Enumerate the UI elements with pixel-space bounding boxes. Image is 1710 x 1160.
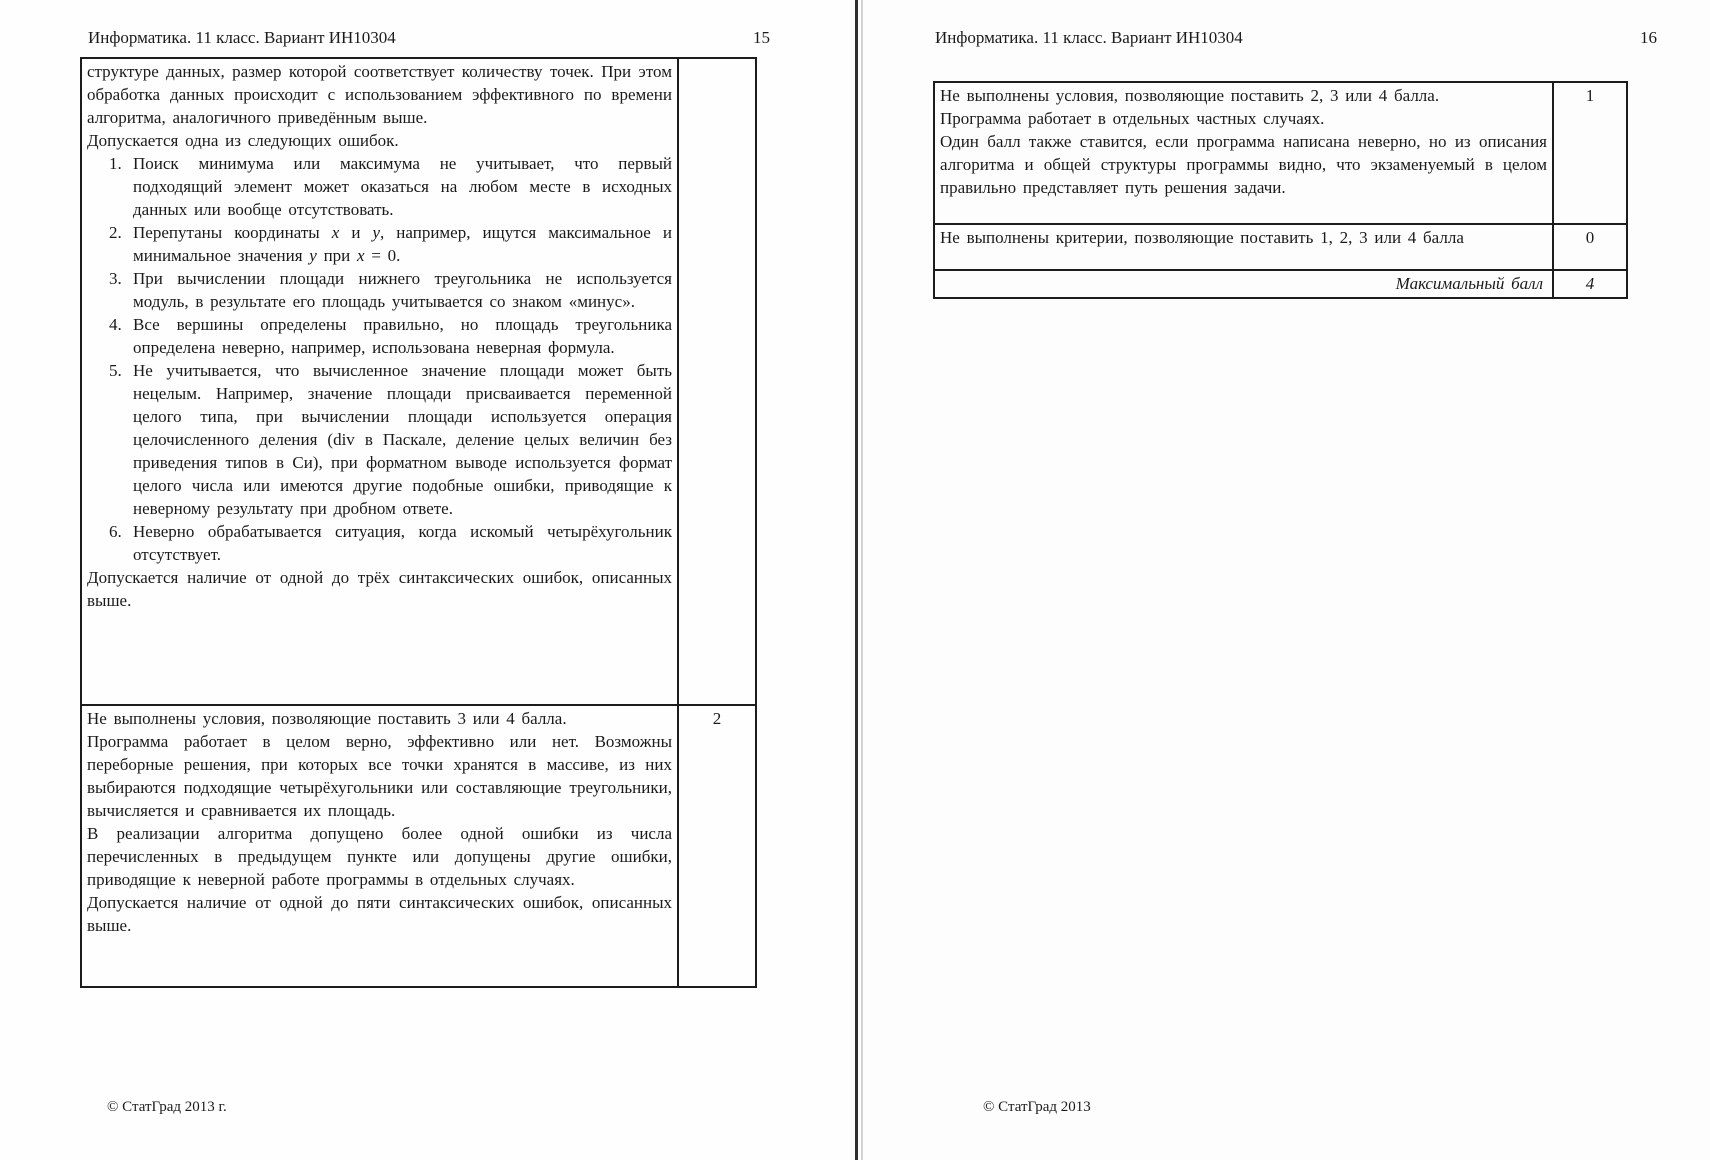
table-row [82, 706, 755, 986]
paragraph [940, 226, 1547, 249]
header-title: Информатика. 11 класс. Вариант ИН10304 [88, 28, 396, 47]
text-segment: , например, ищутся максимальное и минимальное значения [133, 223, 672, 265]
table-row [935, 225, 1626, 271]
paragraph [87, 566, 672, 612]
text-segment: Программа работает в целом верно, эффективно или нет. Возможны переборные решения, при которых все точки хранятся в массиве, из них выбираются подходящие четырёхугольники или составляющие треугольники, вычисляется и сравнивается их площадь. [87, 732, 672, 820]
page-number: 15 [753, 28, 770, 47]
footer-copyright: © СтатГрад 2013 [983, 1099, 1091, 1115]
footer-copyright: © СтатГрад 2013 г. [107, 1099, 227, 1115]
page-divider [855, 0, 858, 1160]
text-segment: При вычислении площади нижнего треугольника не используется модуль, в результате его площадь учитывается со знаком «минус». [133, 269, 672, 311]
text-segment: Допускается наличие от одной до пяти синтаксических ошибок, описанных выше. [87, 893, 672, 935]
list-item-number: 3. [109, 269, 122, 288]
text-segment: Допускается наличие от одной до трёх синтаксических ошибок, описанных выше. [87, 568, 672, 610]
criteria-cell [82, 706, 679, 986]
paragraph [940, 84, 1547, 107]
header-title: Информатика. 11 класс. Вариант ИН10304 [935, 28, 1243, 47]
score-cell [679, 59, 755, 704]
math-variable: x [357, 246, 365, 265]
list-item [87, 221, 672, 267]
text-segment: Не выполнены условия, позволяющие поставить 2, 3 или 4 балла. [940, 86, 1440, 105]
text-segment: Перепутаны координаты [133, 223, 332, 242]
paragraph [87, 730, 672, 822]
paragraph [87, 707, 672, 730]
text-segment: Не выполнены критерии, позволяющие поставить 1, 2, 3 или 4 балла [940, 228, 1464, 247]
page-header [88, 28, 770, 48]
list-item [87, 313, 672, 359]
list-item [87, 359, 672, 520]
text-segment: Допускается одна из следующих ошибок. [87, 131, 399, 150]
score-cell: 2 [712, 709, 722, 728]
criteria-cell [935, 83, 1554, 223]
text-segment: Один балл также ставится, если программа написана неверно, но из описания алгоритма и общей структуры программы видно, что экзаменуемый в целом правильно представляет путь решения задачи. [940, 132, 1547, 197]
criteria-table [933, 81, 1628, 299]
page-header [935, 28, 1657, 48]
list-item-number: 5. [109, 361, 122, 380]
list-item-number: 2. [109, 223, 122, 242]
text-segment: = 0. [364, 246, 401, 265]
text-segment: и [339, 223, 373, 242]
text-segment: при [316, 246, 358, 265]
text-segment: Не учитывается, что вычисленное значение площади может быть нецелым. Например, значение площади присваивается переменной целого типа, при вычислении площади используется операция целочисленного деления (div в Паскале, деление целых величин без приведения типов в Си), при форматном выводе используется формат целого числа или имеются другие подобные ошибки, приводящие к неверному результату при дробном ответе. [133, 361, 672, 518]
list-item [87, 152, 672, 221]
paragraph [940, 130, 1547, 199]
text-segment: Поиск минимума или максимума не учитывает, что первый подходящий элемент может оказаться на любом месте в исходных данных или вообще отсутствовать. [133, 154, 672, 219]
math-variable: y [372, 223, 381, 242]
list-item-number: 1. [109, 154, 122, 173]
criteria-table [80, 57, 757, 988]
text-segment: Не выполнены условия, позволяющие поставить 3 или 4 балла. [87, 709, 567, 728]
text-segment: Неверно обрабатывается ситуация, когда искомый четырёхугольник отсутствует. [133, 522, 672, 564]
paragraph [87, 60, 672, 129]
paragraph [87, 822, 672, 891]
text-segment: структуре данных, размер которой соответствует количеству точек. При этом обработка данных происходит с использованием эффективного по времени алгоритма, аналогичного приведённым выше. [87, 62, 672, 127]
math-variable: y [309, 246, 317, 265]
text-segment: Программа работает в отдельных частных случаях. [940, 109, 1325, 128]
table-row [935, 83, 1626, 225]
list-item-number: 6. [109, 522, 122, 541]
document-page-16 [863, 0, 1710, 1160]
math-variable: x [331, 223, 340, 242]
score-cell: 4 [1585, 274, 1595, 293]
criteria-cell [935, 225, 1554, 269]
criteria-cell [82, 59, 679, 704]
list-item [87, 267, 672, 313]
table-row [82, 59, 755, 706]
list-item-number: 4. [109, 315, 122, 334]
text-segment: Все вершины определены правильно, но площадь треугольника определена неверно, например, использована неверная формула. [133, 315, 672, 357]
paragraph [87, 129, 672, 152]
max-score-label: Максимальный балл [935, 271, 1554, 297]
text-segment: В реализации алгоритма допущено более одной ошибки из числа перечисленных в предыдущем пункте или допущены другие ошибки, приводящие к неверной работе программы в отдельных случаях. [87, 824, 672, 889]
score-cell: 0 [1585, 228, 1595, 247]
paragraph [940, 107, 1547, 130]
page-number: 16 [1640, 28, 1657, 47]
table-row [935, 271, 1626, 297]
paragraph [87, 891, 672, 937]
score-cell: 1 [1585, 86, 1595, 105]
list-item [87, 520, 672, 566]
